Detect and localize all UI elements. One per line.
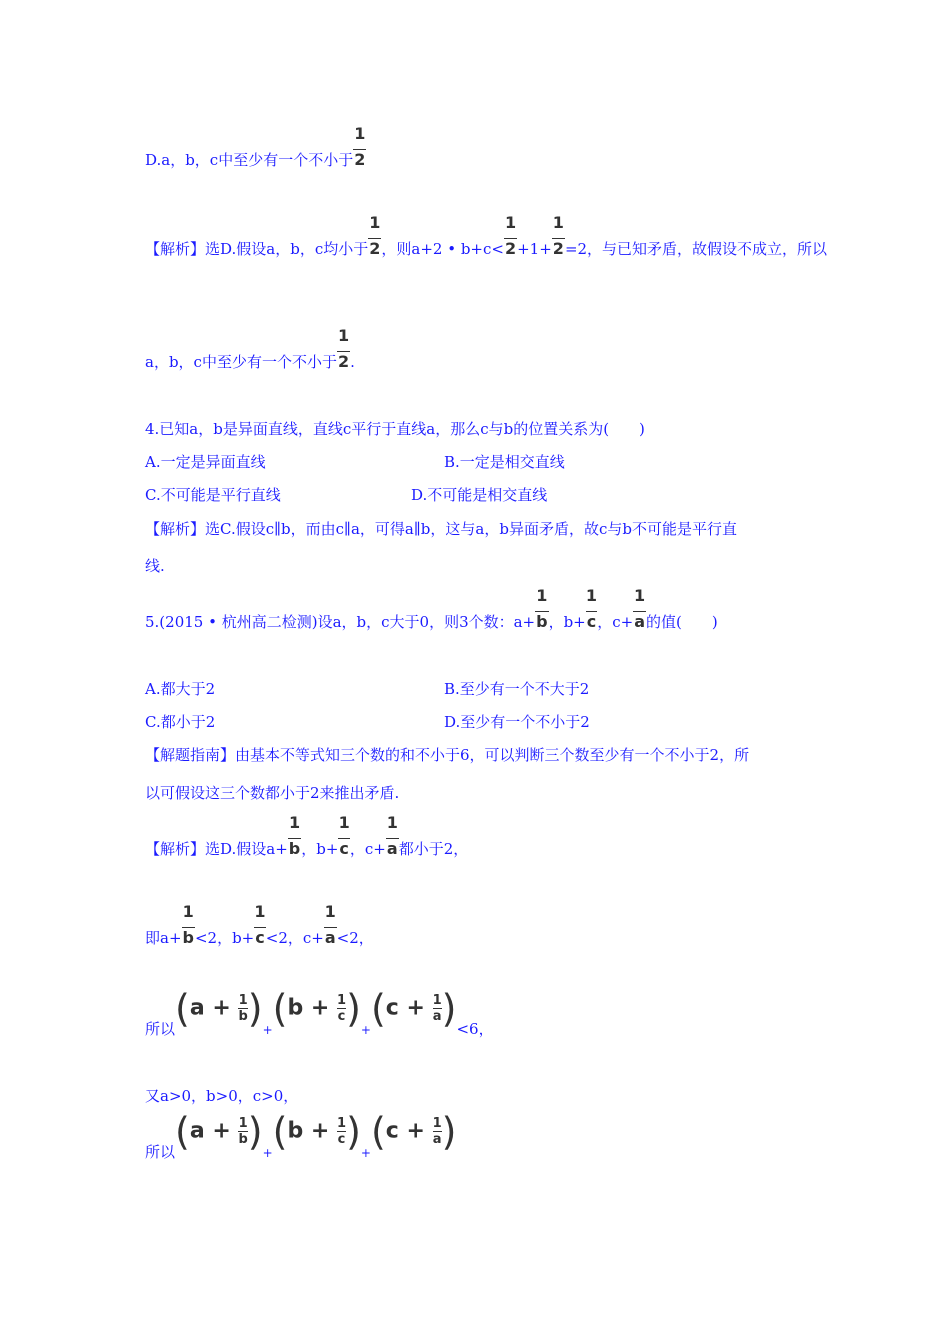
answer-text: 所以: [145, 1143, 176, 1161]
paren-expression-b: (b + $\frac{1}{c}$ ): [272, 1109, 361, 1153]
q5-option-d: D.至少有一个不小于2: [444, 713, 590, 731]
answer-text: +1+: [517, 240, 552, 258]
q4-option-c: C.不可能是平行直线: [145, 486, 281, 504]
guide-tag: 【解题指南】: [145, 746, 236, 764]
q3-option-d-text: D.a，b，c中至少有一个不小于: [145, 151, 354, 169]
answer-text: ，c+: [349, 840, 386, 858]
q4-option-d: D.不可能是相交直线: [411, 486, 548, 504]
answer-text: 都小于2，: [398, 840, 469, 858]
q5-answer-line3: [145, 986, 494, 1045]
fraction: $\frac{1}{2}$: [354, 124, 366, 169]
paren-expression-c: (c + $\frac{1}{a}$ ): [370, 986, 457, 1030]
plus-sign: +: [360, 1023, 371, 1037]
q5-stem: [145, 586, 718, 632]
q3-answer-line2: [145, 326, 355, 372]
answer-text: =2，与已知矛盾，故假设不成立，所以: [564, 240, 828, 258]
paren-expression-b: (b + $\frac{1}{c}$ ): [272, 986, 361, 1030]
answer-text: 选D.假设a+: [205, 840, 288, 858]
answer-text: <2，: [336, 929, 374, 947]
fraction: $\frac{1}{a}$: [386, 813, 398, 858]
fraction: $\frac{1}{c}$: [254, 902, 266, 947]
q3-option-d: [145, 124, 366, 170]
q4-stem: 4.已知a，b是异面直线，直线c平行于直线a，那么c与b的位置关系为( ): [145, 420, 645, 438]
q5-guide-line1: [145, 745, 749, 765]
answer-text: <2，b+: [194, 929, 255, 947]
q5-answer-line1: [145, 813, 469, 859]
answer-text: ，b+: [301, 840, 339, 858]
answer-text: 即a+: [145, 929, 182, 947]
fraction: $\frac{1}{2}$: [369, 213, 381, 258]
fraction: $\frac{1}{2}$: [504, 213, 517, 258]
fraction: $\frac{1}{2}$: [337, 326, 350, 371]
answer-text: 选C.假设c∥b，而由c∥a，可得a∥b，这与a，b异面矛盾，故c与b不可能是平行直: [205, 520, 737, 538]
fraction: $\frac{1}{b}$: [288, 813, 301, 858]
fraction: $\frac{1}{a}$: [634, 586, 646, 631]
q5-answer-line2: [145, 902, 374, 948]
answer-text: <2，c+: [265, 929, 324, 947]
answer-text: .: [350, 353, 355, 371]
q5-option-c: C.都小于2: [145, 713, 216, 731]
q5-guide-line2: 以可假设这三个数都小于2来推出矛盾.: [145, 784, 400, 802]
answer-text: ，则a+2 • b+c<: [381, 240, 504, 258]
q5-answer-line5: [145, 1109, 457, 1168]
q4-answer-line1: [145, 519, 737, 539]
fraction: $\frac{1}{c}$: [585, 586, 598, 631]
answer-text: 所以: [145, 1020, 176, 1038]
answer-tag: 【解析】: [145, 840, 206, 858]
plus-sign: +: [262, 1023, 273, 1037]
q5-stem-text: ，b+: [548, 613, 586, 631]
plus-sign: +: [360, 1146, 371, 1160]
answer-text: <6，: [456, 1020, 494, 1038]
paren-expression-c: (c + $\frac{1}{a}$ ): [370, 1109, 457, 1153]
paren-expression-a: (a + $\frac{1}{b}$ ): [175, 1109, 263, 1153]
answer-text: 选D.假设a，b，c均小于: [205, 240, 369, 258]
q3-answer-line1: [145, 213, 828, 259]
answer-text: a，b，c中至少有一个不小于: [145, 353, 337, 371]
q5-stem-text: 5.(2015 • 杭州高二检测)设a，b，c大于0，则3个数：a+: [145, 613, 536, 631]
q5-option-b: B.至少有一个不大于2: [444, 680, 590, 698]
paren-expression-a: (a + $\frac{1}{b}$ ): [175, 986, 263, 1030]
fraction: $\frac{1}{b}$: [182, 902, 194, 947]
q5-answer-line4: 又a>0，b>0，c>0，: [145, 1087, 299, 1105]
fraction: $\frac{1}{2}$: [552, 213, 564, 258]
q5-stem-text: ，c+: [597, 613, 634, 631]
fraction: $\frac{1}{c}$: [338, 813, 350, 858]
q5-option-a: A.都大于2: [145, 680, 216, 698]
plus-sign: +: [262, 1146, 273, 1160]
q4-answer-line2: 线.: [145, 557, 165, 575]
q4-option-a: A.一定是异面直线: [145, 453, 266, 471]
q5-stem-text: 的值( ): [646, 613, 718, 631]
answer-tag: 【解析】: [145, 520, 206, 538]
fraction: $\frac{1}{b}$: [536, 586, 548, 631]
q4-option-b: B.一定是相交直线: [444, 453, 565, 471]
answer-tag: 【解析】: [145, 240, 206, 258]
fraction: $\frac{1}{a}$: [324, 902, 336, 947]
guide-text: 由基本不等式知三个数的和不小于6，可以判断三个数至少有一个不小于2，所: [235, 746, 750, 764]
